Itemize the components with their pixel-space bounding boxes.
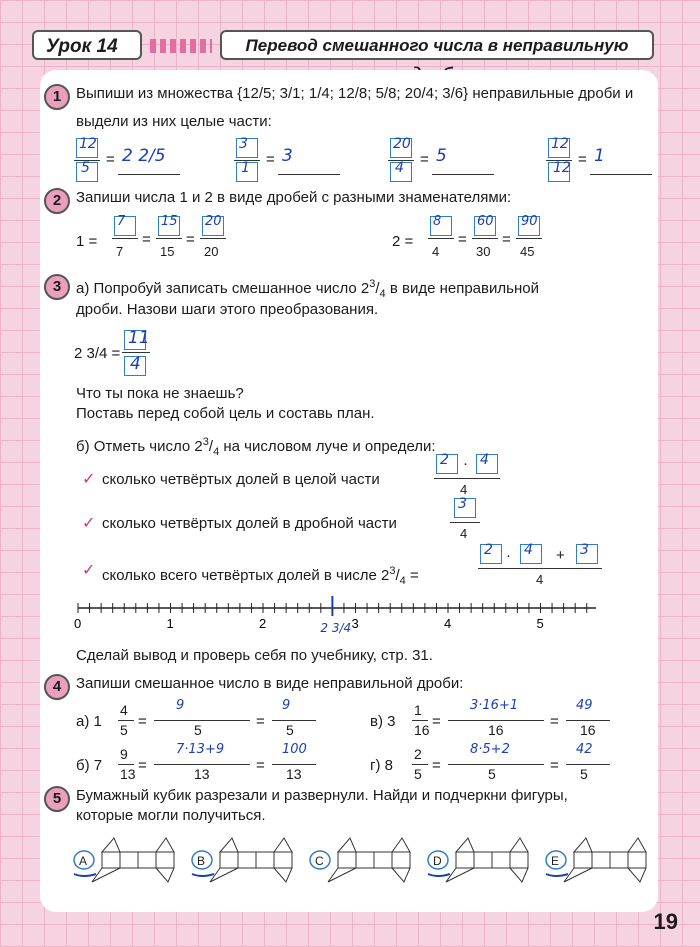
work-denominator: 5 [488,766,496,782]
net-triangle [392,838,410,852]
answer-numerator: 8 [433,214,442,229]
equals-sign: = [550,757,559,774]
item-label: б) 7 [76,757,103,774]
numerator: 9 [120,746,128,762]
underline-mark [546,874,568,876]
lesson-label: Урок 14 [32,30,142,60]
task-3-c3-text: сколько всего четвёртых долей в числе 2 [102,567,390,584]
underline-mark [74,874,96,876]
equals-sign: = [550,713,559,730]
result-numerator: 49 [576,698,593,713]
multiply-dot: · [463,455,468,472]
answer-result: 3 [282,146,293,166]
equals-sign: = [142,231,151,248]
net-square [374,852,392,868]
task-1-text-b: } неправильные дроби и [463,85,634,102]
header-stripes [150,39,212,53]
numerator: 2 [414,746,422,762]
net-triangle [392,868,410,882]
task-3-number: 3 [44,274,70,300]
net-triangle [220,838,238,852]
underline-mark [192,874,214,876]
option-letter: C [315,854,324,868]
net-square [102,852,120,868]
net-triangle [564,868,592,882]
work-numerator: 8·5+2 [470,742,510,757]
answer-denominator: 4 [395,160,404,176]
answer-numerator: 15 [161,214,178,229]
denominator: 30 [476,244,491,259]
answer-denominator: 12 [553,160,571,176]
item-label: в) 3 [370,713,396,730]
net-square [492,852,510,868]
answer-numerator: 11 [128,328,150,348]
net-square [120,852,138,868]
denominator: 5 [120,722,128,738]
work-numerator: 3·16+1 [470,698,519,713]
worksheet [40,70,658,912]
net-triangle [210,868,238,882]
answer-numerator: 20 [205,214,222,229]
answer-value: 4 [480,452,489,468]
task-3-a-line1: а) Попробуй записать смешанное число $2^3/_4$ в виде неправильной [76,278,539,300]
equals-sign: = [186,231,195,248]
task-3-goal: Поставь перед собой цель и составь план. [76,405,375,422]
net-square [628,852,646,868]
result-denominator: 13 [286,766,302,782]
work-numerator: 9 [176,698,185,713]
option-letter: A [79,854,88,868]
denominator: 16 [414,722,430,738]
answer-numerator: 90 [521,214,538,229]
task-2-two: 2 = [392,233,414,250]
net-triangle [338,838,356,852]
net-triangle [328,868,356,882]
axis-label: 2 [259,616,267,631]
answer-numerator: 7 [117,214,126,229]
check-icon: ✓ [82,562,96,579]
equals-sign: = [138,757,147,774]
answer-numerator: 12 [551,136,569,152]
work-denominator: 16 [488,722,504,738]
axis-label: 0 [74,616,82,631]
task-3-c1: сколько четвёртых долей в целой части [102,471,380,488]
answer-denominator: 1 [241,160,250,176]
equals-sign: = [432,713,441,730]
axis-label: 3 [351,616,359,631]
answer-value: 3 [580,542,589,558]
net-triangle [456,838,474,852]
task-3-b: б) Отметь число $2^3/_4$ на числовом луче и определи: [76,436,436,458]
task-1-number: 1 [44,84,70,110]
net-triangle [628,868,646,882]
equals-sign: = [502,231,511,248]
option-letter: D [433,854,442,868]
item-label: г) 8 [370,757,393,774]
denominator: 45 [520,244,535,259]
net-triangle [92,868,120,882]
answer-value: 2 [440,452,449,468]
net-triangle [156,868,174,882]
work-denominator: 13 [194,766,210,782]
underline-mark [428,874,450,876]
equals-sign: = [106,151,115,168]
equals-sign: = [266,151,275,168]
net-square [610,852,628,868]
denominator: 4 [432,244,440,259]
answer-result: 5 [436,146,447,166]
task-4-text: Запиши смешанное число в виде неправильной дроби: [76,675,464,692]
multiply-dot: · [506,547,511,564]
answer-result: 1 [594,146,605,166]
task-2-one: 1 = [76,233,98,250]
answer-numerator: 3 [239,136,248,152]
net-square [510,852,528,868]
answer-denominator: 5 [81,160,90,176]
task-3-b-text: б) Отметь число 2 [76,438,203,455]
numerator: 4 [120,702,128,718]
net-square [156,852,174,868]
denominator: 4 [536,572,544,587]
check-icon: ✓ [82,471,96,488]
answer-value: 2 [484,542,493,558]
denominator: 7 [116,244,124,259]
net-triangle [274,838,292,852]
task-5-text-2: которые могли получиться. [76,807,266,824]
result-numerator: 42 [576,742,593,757]
net-triangle [446,868,474,882]
result-denominator: 5 [580,766,588,782]
axis-label: 1 [166,616,174,631]
task-3-a-line1-text: а) Попробуй записать смешанное число 2 [76,280,370,297]
net-triangle [510,868,528,882]
task-1-text-a: Выпиши из множества { [76,85,243,102]
plus-sign: + [556,547,565,564]
net-square [592,852,610,868]
answer-numerator: 60 [477,214,494,229]
result-denominator: 16 [580,722,596,738]
equals-sign: = [458,231,467,248]
work-numerator: 7·13+9 [176,742,225,757]
denominator: 15 [160,244,175,259]
answer-denominator: 4 [130,354,141,374]
net-square [474,852,492,868]
task-3-c3-eq: = [409,567,419,584]
check-icon: ✓ [82,515,96,532]
task-1-text-2: выдели из них целые части: [76,113,272,130]
axis-label: 5 [536,616,544,631]
net-square [274,852,292,868]
option-letter: E [551,854,560,868]
net-square [256,852,274,868]
denominator: 13 [120,766,136,782]
net-triangle [156,838,174,852]
net-square [574,852,592,868]
option-letter: B [197,854,206,868]
net-square [220,852,238,868]
task-5-text-1: Бумажный кубик разрезали и развернули. Найди и подчеркни фигуры, [76,787,568,804]
answer-value: 3 [458,496,467,512]
page-title: Перевод смешанного числа в неправильную [220,30,654,60]
numerator: 1 [414,702,422,718]
answer-numerator: 12 [79,136,97,152]
header [32,30,654,64]
task-3-question: Что ты пока не знаешь? [76,385,244,402]
task-3-conclusion: Сделай вывод и проверь себя по учебнику, стр. 31. [76,647,433,664]
net-triangle [102,838,120,852]
net-square [238,852,256,868]
task-2-number: 2 [44,188,70,214]
equals-sign: = [420,151,429,168]
work-denominator: 5 [194,722,202,738]
equals-sign: = [256,757,265,774]
task-3-a-line2: дроби. Назови шаги этого преобразования. [76,301,379,318]
denominator: 5 [414,766,422,782]
item-label: а) 1 [76,713,102,730]
answer-result: 2 2/5 [122,146,166,166]
answer-numerator: 20 [393,136,411,152]
denominator: 4 [460,526,468,541]
equals-sign: = [578,151,587,168]
net-triangle [274,868,292,882]
denominator: 20 [204,244,219,259]
answer-value: 4 [524,542,533,558]
cube-nets [40,70,658,912]
net-square [456,852,474,868]
net-square [138,852,156,868]
net-triangle [628,838,646,852]
equals-sign: = [432,757,441,774]
task-2-text: Запиши числа 1 и 2 в виде дробей с разными знаменателями: [76,189,512,206]
net-square [392,852,410,868]
axis-mark-label: 2 3/4 [320,621,352,635]
task-3-mixed: 2 3/4 = [74,345,121,362]
net-triangle [574,838,592,852]
task-3-c3: сколько всего четвёртых долей в числе $2^3/_4$ = [102,565,419,587]
axis-label: 4 [444,616,452,631]
result-numerator: 100 [282,742,307,757]
result-denominator: 5 [286,722,294,738]
fraction-set: 12/5; 3/1; 1/4; 12/8; 5/8; 20/4; 3/6 [242,85,464,102]
net-triangle [510,838,528,852]
task-3-b-tail: на числовом луче и определи: [223,438,436,455]
net-square [356,852,374,868]
equals-sign: = [138,713,147,730]
equals-sign: = [256,713,265,730]
task-3-a-line1-tail: в виде неправильной [389,280,539,297]
task-4-number: 4 [44,674,70,700]
page-number: 19 [653,909,678,934]
task-5-number: 5 [44,786,70,812]
result-numerator: 9 [282,698,291,713]
net-square [338,852,356,868]
task-3-c2: сколько четвёртых долей в дробной части [102,515,397,532]
denominator: 4 [460,482,468,497]
